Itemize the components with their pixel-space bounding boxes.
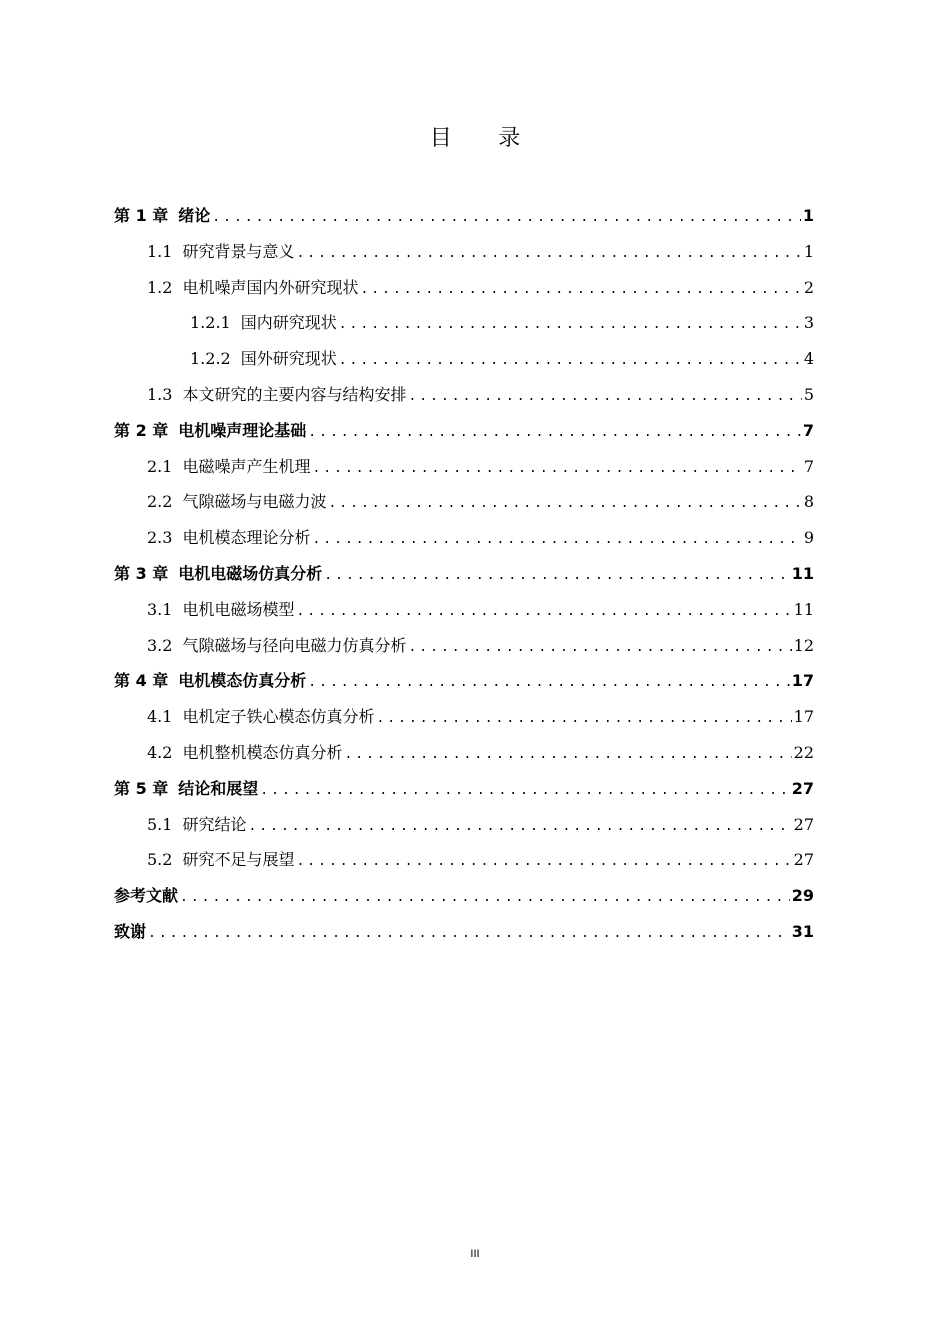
toc-entry-number: 第 1 章 <box>114 206 169 225</box>
toc-leader-dots <box>339 343 802 379</box>
toc-leader-dots <box>248 809 791 845</box>
toc-entry[interactable] <box>114 413 814 449</box>
toc-entry-page: 1 <box>803 241 814 261</box>
toc-entry-number: 第 5 章 <box>114 778 169 798</box>
toc-leader-dots <box>360 272 801 308</box>
toc-entry-number: 第 2 章 <box>114 420 169 440</box>
toc-leader-dots <box>308 665 789 701</box>
toc-entry[interactable] <box>114 592 814 628</box>
toc-entry[interactable] <box>114 628 814 664</box>
toc-entry-text: 电机模态理论分析 <box>182 528 311 548</box>
toc-entry-number: 第 4 章 <box>114 671 169 691</box>
toc-entry-number: 3.1 <box>147 599 173 619</box>
page-title: 目 录 <box>429 126 541 151</box>
toc-entry-label <box>147 699 374 735</box>
toc-entry-text: 参考文献 <box>114 886 179 906</box>
toc-entry-number: 1.1 <box>147 241 173 261</box>
toc-leader-dots <box>408 630 791 666</box>
toc-leader-dots <box>328 486 801 522</box>
toc-entry-text: 绪论 <box>178 206 211 225</box>
toc-entry-label <box>114 198 210 234</box>
toc-entry[interactable] <box>114 449 814 485</box>
toc-entry-page: 22 <box>793 742 814 762</box>
toc-entry-number: 1.3 <box>147 384 173 404</box>
toc-entry-page: 3 <box>803 313 814 333</box>
toc-entry-label <box>147 807 246 843</box>
toc-entry[interactable] <box>114 341 814 377</box>
toc-entry-number: 2.2 <box>147 492 173 512</box>
toc-entry-text: 国内研究现状 <box>240 313 337 333</box>
toc-entry-page: 5 <box>803 384 814 404</box>
toc-entry-label <box>147 377 406 413</box>
toc-entry-page: 11 <box>791 563 814 583</box>
toc-entry[interactable] <box>114 914 814 950</box>
toc-entry[interactable] <box>114 878 814 914</box>
toc-leader-dots <box>312 522 801 558</box>
toc-leader-dots <box>324 558 789 594</box>
toc-entry-label <box>147 842 294 878</box>
toc-leader-dots <box>212 200 801 236</box>
toc-entry[interactable] <box>114 807 814 843</box>
toc-leader-dots <box>180 880 790 916</box>
toc-entry-label <box>147 270 358 306</box>
toc-entry[interactable] <box>114 198 814 234</box>
toc-entry-text: 本文研究的主要内容与结构安排 <box>182 384 407 404</box>
toc-entry-text: 电机电磁场模型 <box>182 599 295 619</box>
toc-entry-number: 2.1 <box>147 456 173 476</box>
toc-leader-dots <box>408 379 801 415</box>
table-of-contents <box>114 198 814 950</box>
toc-entry[interactable] <box>114 699 814 735</box>
toc-entry-text: 电机定子铁心模态仿真分析 <box>182 707 375 727</box>
toc-entry[interactable] <box>114 484 814 520</box>
toc-entry-label <box>147 449 310 485</box>
toc-entry-label <box>114 413 306 449</box>
toc-entry-number: 2.3 <box>147 528 173 548</box>
toc-entry[interactable] <box>114 234 814 270</box>
toc-entry-page: 11 <box>793 599 814 619</box>
toc-entry-text: 气隙磁场与径向电磁力仿真分析 <box>182 635 407 655</box>
toc-entry-label <box>147 234 294 270</box>
toc-entry-label <box>114 878 178 914</box>
toc-entry-number: 1.2.1 <box>190 313 231 333</box>
toc-leader-dots <box>296 844 791 880</box>
toc-entry-page: 29 <box>791 886 814 906</box>
toc-entry-text: 电机噪声国内外研究现状 <box>182 277 359 297</box>
toc-entry-label <box>114 556 322 592</box>
toc-entry-number: 5.1 <box>147 814 173 834</box>
toc-entry-number: 1.2 <box>147 277 173 297</box>
toc-leader-dots <box>308 415 801 451</box>
toc-entry-page: 17 <box>791 671 814 691</box>
toc-entry-text: 电机整机模态仿真分析 <box>182 742 343 762</box>
toc-entry-text: 电机模态仿真分析 <box>178 671 307 691</box>
toc-entry-label <box>190 305 337 341</box>
toc-entry-text: 气隙磁场与电磁力波 <box>182 492 327 512</box>
toc-leader-dots <box>339 307 802 343</box>
toc-entry-text: 电磁噪声产生机理 <box>182 456 311 476</box>
toc-entry-text: 结论和展望 <box>178 778 259 798</box>
toc-entry-text: 研究结论 <box>182 814 247 834</box>
toc-entry[interactable] <box>114 842 814 878</box>
page-number: III <box>470 1248 480 1260</box>
toc-entry-page: 17 <box>793 707 814 727</box>
toc-entry-text: 研究不足与展望 <box>182 850 295 870</box>
toc-entry-page: 9 <box>803 528 814 548</box>
toc-entry[interactable] <box>114 771 814 807</box>
toc-entry-label <box>147 592 294 628</box>
toc-entry[interactable] <box>114 735 814 771</box>
toc-entry[interactable] <box>114 377 814 413</box>
toc-entry-label <box>147 484 326 520</box>
toc-entry-text: 电机噪声理论基础 <box>178 420 307 440</box>
toc-entry-page: 27 <box>793 850 814 870</box>
toc-entry-label <box>147 520 310 556</box>
toc-entry-label <box>114 914 146 950</box>
toc-entry-page: 8 <box>803 492 814 512</box>
toc-entry-label <box>147 628 406 664</box>
toc-leader-dots <box>344 737 791 773</box>
toc-entry-number: 第 3 章 <box>114 563 169 583</box>
toc-entry-page: 7 <box>802 420 814 440</box>
toc-entry-number: 3.2 <box>147 635 173 655</box>
toc-entry-label <box>114 663 306 699</box>
toc-leader-dots <box>376 701 791 737</box>
toc-leader-dots <box>260 773 789 809</box>
toc-entry-text: 电机电磁场仿真分析 <box>178 563 323 583</box>
toc-leader-dots <box>312 451 801 487</box>
toc-entry-page: 31 <box>791 921 814 941</box>
toc-entry-text: 致谢 <box>114 921 147 941</box>
toc-entry-number: 1.2.2 <box>190 349 231 369</box>
toc-entry-label <box>190 341 337 377</box>
toc-entry-page: 27 <box>791 778 814 798</box>
toc-entry-page: 4 <box>803 349 814 369</box>
toc-entry-number: 5.2 <box>147 850 173 870</box>
toc-entry-page: 1 <box>802 206 814 225</box>
toc-leader-dots <box>296 236 801 272</box>
toc-entry[interactable] <box>114 305 814 341</box>
toc-entry-number: 4.1 <box>147 707 173 727</box>
toc-entry-text: 国外研究现状 <box>240 349 337 369</box>
toc-entry-text: 研究背景与意义 <box>182 241 295 261</box>
toc-entry-page: 7 <box>803 456 814 476</box>
toc-leader-dots <box>296 594 791 630</box>
toc-entry-label <box>114 771 258 807</box>
toc-leader-dots <box>148 916 790 952</box>
toc-entry-page: 12 <box>793 635 814 655</box>
toc-entry-number: 4.2 <box>147 742 173 762</box>
toc-entry[interactable] <box>114 270 814 306</box>
toc-entry[interactable] <box>114 663 814 699</box>
toc-entry[interactable] <box>114 520 814 556</box>
toc-entry-label <box>147 735 342 771</box>
toc-entry-page: 2 <box>803 277 814 297</box>
toc-entry-page: 27 <box>793 814 814 834</box>
toc-entry[interactable] <box>114 556 814 592</box>
